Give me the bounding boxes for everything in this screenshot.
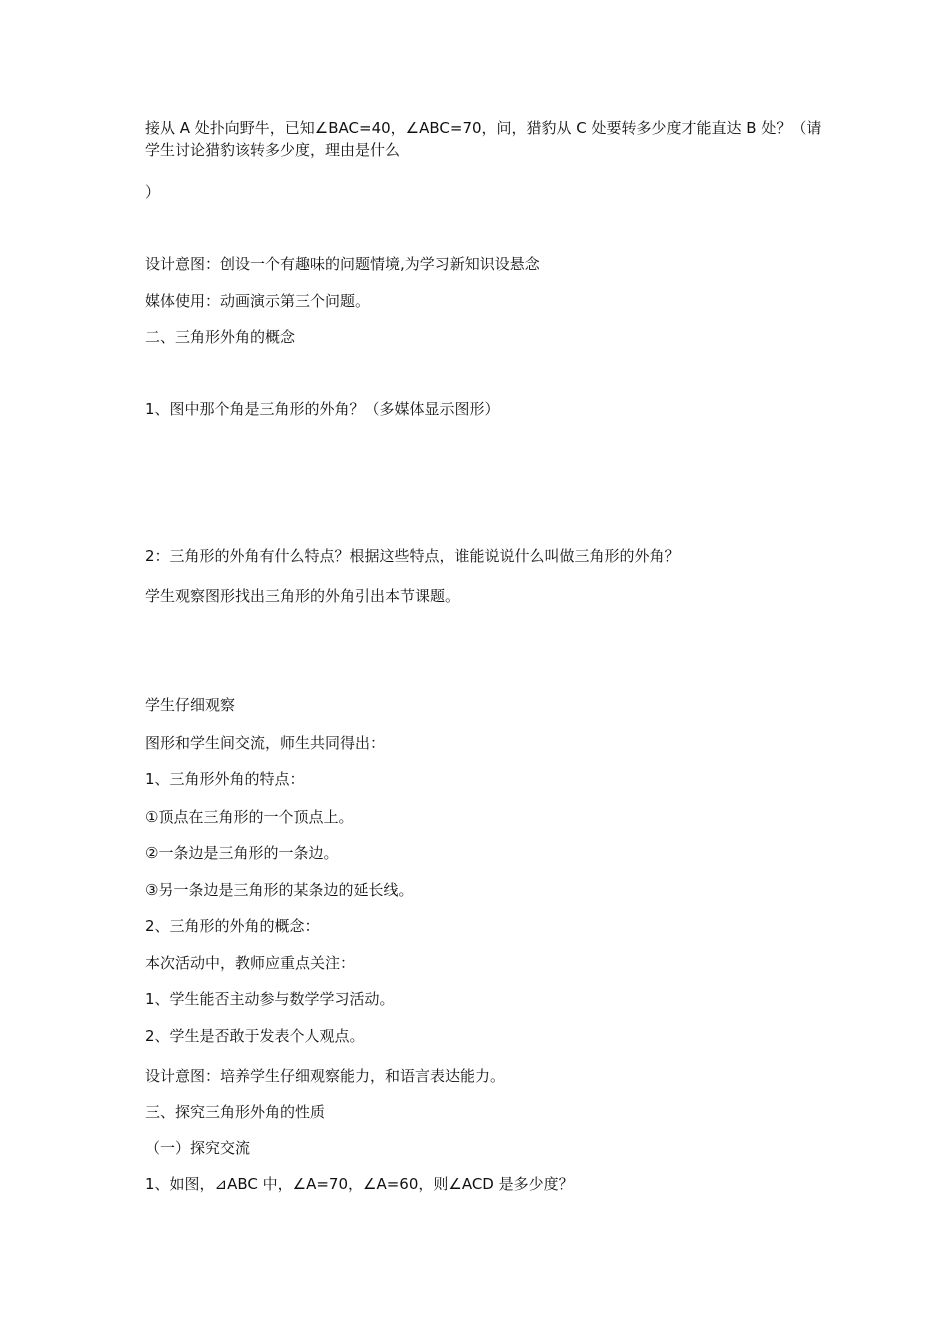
teacher-focus: 本次活动中，教师应重点关注： xyxy=(145,954,356,972)
section-heading-3: 三、探究三角形外角的性质 xyxy=(145,1103,326,1121)
design-intent-2: 设计意图：培养学生仔细观察能力，和语言表达能力。 xyxy=(145,1067,506,1085)
feature-item-1: ①顶点在三角形的一个顶点上。 xyxy=(145,808,354,826)
section-heading-2: 二、三角形外角的概念 xyxy=(145,328,296,346)
feature-item-3: ③另一条边是三角形的某条边的延长线。 xyxy=(145,881,414,899)
exercise-1: 1、如图，⊿ABC 中，∠A=70，∠A=60，则∠ACD 是多少度？ xyxy=(145,1175,574,1193)
design-intent-1: 设计意图：创设一个有趣味的问题情境,为学习新知识设悬念 xyxy=(145,255,540,273)
media-usage: 媒体使用：动画演示第三个问题。 xyxy=(145,292,371,310)
exchange-text: 图形和学生间交流，师生共同得出： xyxy=(145,734,386,752)
feature-item-2: ②一条边是三角形的一条边。 xyxy=(145,844,339,862)
student-careful-observe: 学生仔细观察 xyxy=(145,696,236,714)
question-1: 1、图中那个角是三角形的外角？（多媒体显示图形） xyxy=(145,400,500,418)
concept-heading: 2、三角形的外角的概念： xyxy=(145,917,320,935)
focus-item-2: 2、学生是否敢于发表个人观点。 xyxy=(145,1027,365,1045)
feature-heading: 1、三角形外角的特点： xyxy=(145,770,305,788)
question-2: 2：三角形的外角有什么特点？根据这些特点，谁能说说什么叫做三角形的外角？ xyxy=(145,547,680,565)
closing-paren: ） xyxy=(145,183,161,201)
student-observation: 学生观察图形找出三角形的外角引出本节课题。 xyxy=(145,587,461,605)
subsection-heading: （一）探究交流 xyxy=(145,1139,251,1157)
focus-item-1: 1、学生能否主动参与数学学习活动。 xyxy=(145,990,395,1008)
problem-text: 接从 A 处扑向野牛，已知∠BAC=40，∠ABC=70，问，猎豹从 C 处要转多少度才能直达 B 处？（请学生讨论猎豹该转多少度，理由是什么 xyxy=(145,119,822,159)
